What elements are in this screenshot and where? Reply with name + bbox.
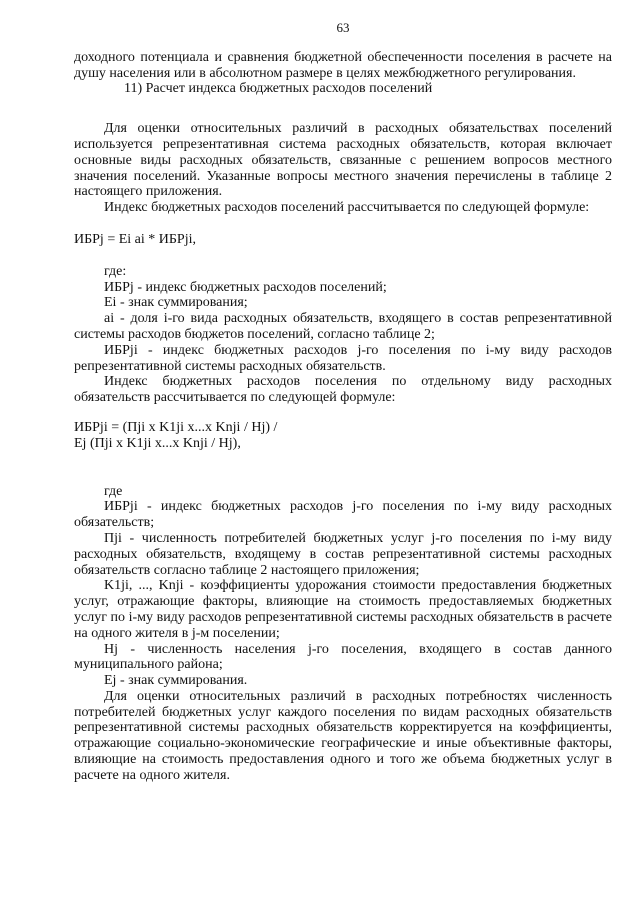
where-label-2: где — [104, 483, 123, 499]
where-label: где: — [104, 263, 127, 279]
formula-index: ИБРj = Ei ai * ИБРji, — [74, 231, 196, 247]
definition-ei: Ei - знак суммирования; — [104, 295, 248, 311]
paragraph-assessment: Для оценки относительных различий в расходных обязательствах поселений используется репрезентативная система расходных обязательств, которая включает основные виды расходных обязательств, связанные с решением вопросов местного значения поселений. Указанные вопросы местного значения перечислены в таблице 2 настоящего приложения. — [74, 121, 612, 200]
formula-index2-line1: ИБРji = (Пji x K1ji x...x Knji / Hj) / — [74, 419, 278, 435]
section-heading: 11) Расчет индекса бюджетных расходов поселений — [124, 81, 433, 97]
definition-ibrji: ИБРji - индекс бюджетных расходов j-го поселения по i-му виду расходов репрезентативной системы расходных обязательств. — [74, 342, 612, 374]
definition-ai: ai - доля i-го вида расходных обязательств, входящего в состав репрезентативной системы расходов бюджетов поселений, согласно таблице 2; — [74, 311, 612, 342]
definition2-hj: Hj - численность населения j-го поселения, входящего в состав данного муниципального района; — [74, 641, 612, 673]
definition-ibrj: ИБРj - индекс бюджетных расходов поселений; — [104, 279, 387, 295]
definition2-k: K1ji, ..., Knji - коэффициенты удорожания стоимости предоставления бюджетных услуг, отражающие факторы, влияющие на стоимость предоставляемых бюджетных услуг по i-му виду расходов репрезентативной системы расходных обязательств в расчете на одного жителя в j-м поселении; — [74, 578, 612, 641]
page-number: 63 — [336, 20, 350, 35]
paragraph-index2-intro: Индекс бюджетных расходов поселения по отдельному виду расходных обязательств рассчитывается по следующей формуле: — [74, 374, 612, 406]
paragraph-intro: доходного потенциала и сравнения бюджетной обеспеченности поселения в расчете на душу населения или в абсолютном размере в целях межбюджетного регулирования. — [74, 49, 612, 81]
paragraph-final: Для оценки относительных различий в расходных потребностях численность потребителей бюджетных услуг каждого поселения по видам расходных обязательств репрезентативной системы расходных обязательств корректируется на коэффициенты, отражающие социально-экономические географические и иные объективные факторы, влияющие на стоимость предоставления одного и того же объема бюджетных услуг в расчете на одного жителя. — [74, 688, 612, 783]
formula-index2-line2: Ej (Пji x K1ji x...x Knji / Hj), — [74, 435, 241, 451]
definition2-ej: Ej - знак суммирования. — [104, 673, 248, 689]
definition2-pji: Пji - численность потребителей бюджетных услуг j-го поселения по i-му виду расходных обязательств, входящему в состав репрезентативной системы расходных обязательств согласно таблице 2 настоящего приложения; — [74, 530, 612, 578]
paragraph-index-intro: Индекс бюджетных расходов поселений рассчитывается по следующей формуле: — [104, 200, 590, 216]
definition2-ibrji: ИБРji - индекс бюджетных расходов j-го поселения по i-му виду расходных обязательств; — [74, 499, 612, 531]
